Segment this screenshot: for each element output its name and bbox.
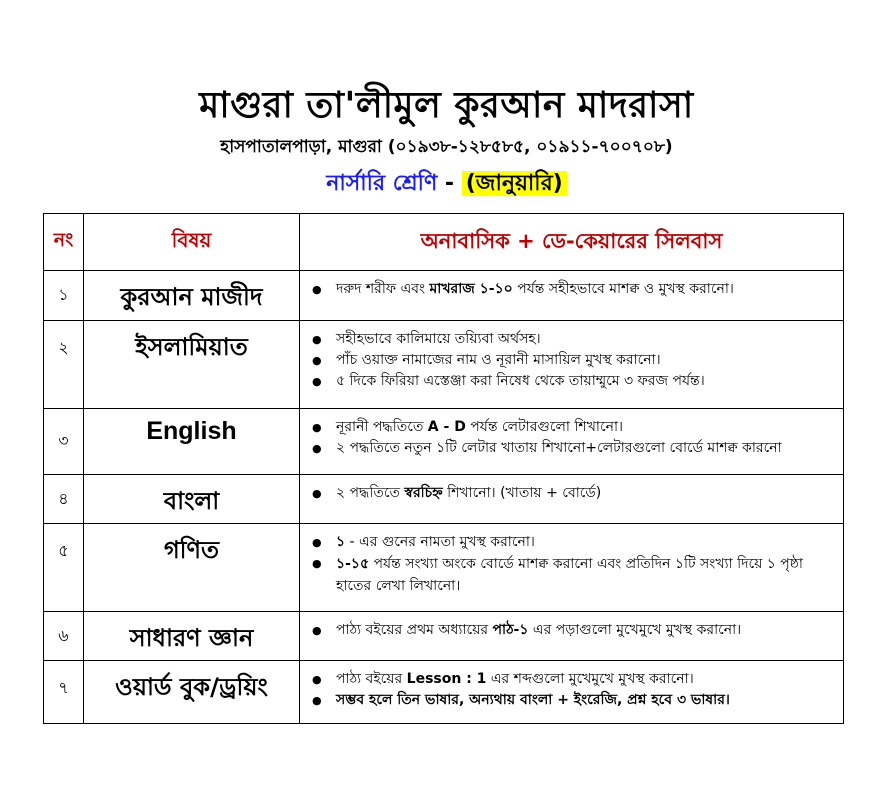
syllabus-item: ● ২ পদ্ধতিতে স্বরচিহ্ন শিখানো। (খাতায় + বোর্ডে)	[336, 483, 837, 504]
syllabus-item: ● পাঁচ ওয়াক্ত নামাজের নাম ও নূরানী মাসায়িল মুখস্থ করানো।	[336, 350, 837, 371]
class-name: নার্সারি শ্রেণি	[326, 171, 438, 196]
syllabus-item: ● সম্ভব হলে তিন ভাষার, অন্যথায় বাংলা + ইংরেজি, প্রশ্ন হবে ৩ ভাষার।	[336, 690, 837, 711]
row-number: ৩	[44, 409, 84, 475]
syllabus-item: ● পাঠ্য বইয়ের প্রথম অধ্যায়ের পাঠ-১ এর পড়াগুলো মুখেমুখে মুখস্থ করানো।	[336, 620, 837, 641]
table-header-row	[44, 214, 844, 271]
madrasa-title: মাগুরা তা'লীমুল কুরআন মাদরাসা	[199, 85, 694, 126]
row-syllabus	[300, 409, 844, 475]
syllabus-item: ● ১ - এর গুনের নামতা মুখস্থ করানো।	[336, 532, 837, 553]
month-label: (জানুয়ারি)	[462, 171, 567, 196]
syllabus-item: ● ২ পদ্ধতিতে নতুন ১টি লেটার খাতায় শিখানো+লেটারগুলো বোর্ডে মাশক্ব কারনো	[336, 438, 837, 459]
header-subject: বিষয়	[84, 214, 300, 271]
syllabus-item: ● ১-১৫ পর্যন্ত সংখ্যা অংকে বোর্ডে মাশক্ব করানো এবং প্রতিদিন ১টি সংখ্যা দিয়ে ১ পৃষ্ঠা হাতের লেখা লিখানো।	[336, 553, 837, 597]
row-number: ৫	[44, 524, 84, 612]
row-number: ৬	[44, 612, 84, 661]
row-subject: ওয়ার্ড বুক/ড্রয়িং	[84, 661, 300, 724]
row-syllabus	[300, 524, 844, 612]
class-heading	[0, 166, 893, 203]
row-number: ২	[44, 321, 84, 409]
row-syllabus	[300, 612, 844, 661]
table-row	[44, 475, 844, 524]
row-syllabus	[300, 661, 844, 724]
class-dash: -	[437, 171, 462, 196]
madrasa-address: হাসপাতালপাড়া, মাগুরা (০১৯৩৮-১২৮৫৮৫, ০১৯১১-৭০০৭০৮)	[220, 137, 673, 157]
header-syllabus: অনাবাসিক + ডে-কেয়ারের সিলবাস	[300, 214, 844, 271]
table-row	[44, 321, 844, 409]
syllabus-table	[43, 213, 844, 724]
syllabus-item: ● নূরানী পদ্ধতিতে A - D পর্যন্ত লেটারগুলো শিখানো।	[336, 417, 837, 438]
table-row	[44, 271, 844, 321]
row-number: ৭	[44, 661, 84, 724]
row-syllabus	[300, 321, 844, 409]
syllabus-item: ● দরুদ শরীফ এবং মাখরাজ ১-১০ পর্যন্ত সহীহভাবে মাশক্ব ও মুখস্থ করানো।	[336, 279, 837, 300]
table-row	[44, 612, 844, 661]
table-row	[44, 661, 844, 724]
syllabus-item: ● পাঠ্য বইয়ের Lesson : 1 এর শব্দগুলো মুখেমুখে মুখস্থ করানো।	[336, 669, 837, 690]
table-row	[44, 524, 844, 612]
syllabus-item: ● সহীহভাবে কালিমায়ে তয়্যিবা অর্থসহ।	[336, 329, 837, 350]
row-number: ১	[44, 271, 84, 321]
row-syllabus	[300, 475, 844, 524]
syllabus-item: ● ৫ দিকে ফিরিয়া এস্তেঞ্জা করা নিষেধ থেকে তায়াম্মুমে ৩ ফরজ পর্যন্ত।	[336, 371, 837, 392]
row-syllabus	[300, 271, 844, 321]
row-subject: কুরআন মাজীদ	[84, 271, 300, 321]
row-subject: গণিত	[84, 524, 300, 612]
row-subject: সাধারণ জ্ঞান	[84, 612, 300, 661]
row-subject: ইসলামিয়াত	[84, 321, 300, 409]
row-subject: English	[84, 409, 300, 475]
header-no: নং	[44, 214, 84, 271]
row-subject: বাংলা	[84, 475, 300, 524]
table-row	[44, 409, 844, 475]
row-number: ৪	[44, 475, 84, 524]
